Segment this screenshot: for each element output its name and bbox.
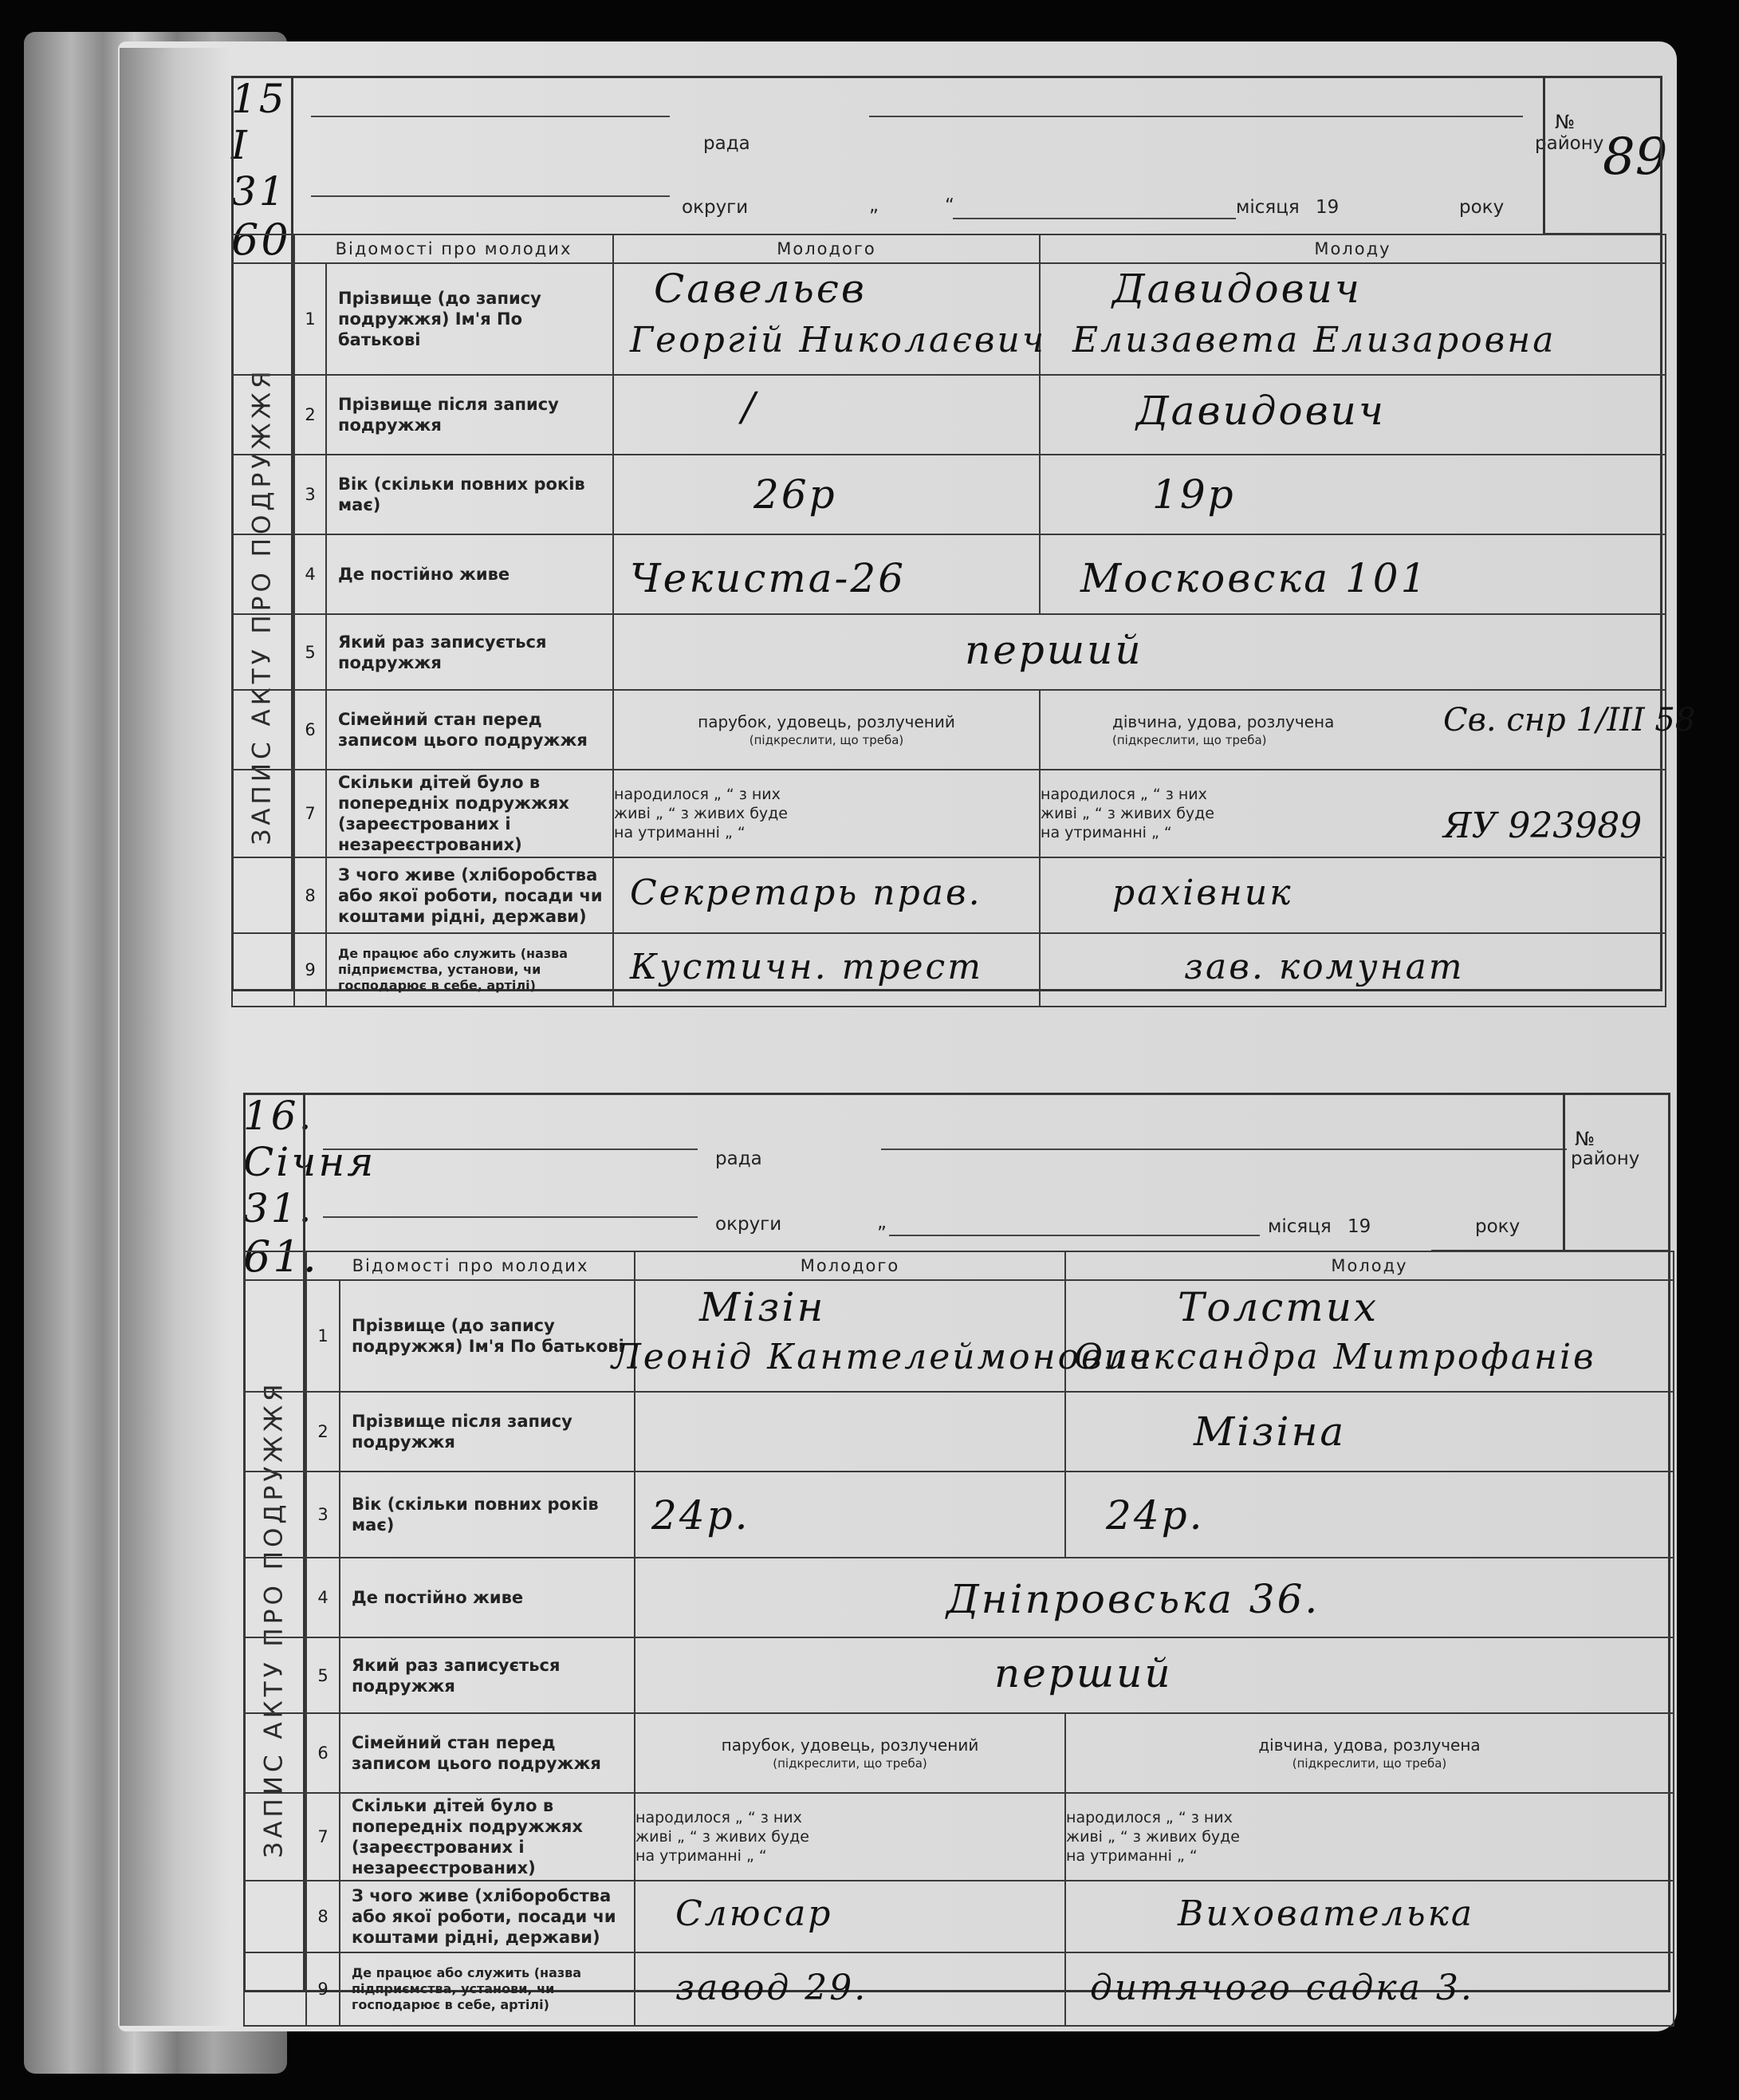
bride-name-cell	[1040, 263, 1666, 375]
printed-text: на утриманні „ “	[1066, 1847, 1198, 1865]
table-cell	[613, 770, 1040, 857]
table-cell	[1040, 534, 1666, 614]
handwritten-entry: Олександра Митрофанів	[1074, 1337, 1596, 1377]
table-cell	[613, 534, 1040, 614]
roku-label: року	[1459, 197, 1505, 218]
record-60: ЗАПИС АКТУ ПРО ПОДРУЖЖЯ рада району округи „ 15 “ I місяця 19 31 року № 60 Відомості про молодих Молодого Молоду 1 Прізвище (до запису подружжя) Ім'я По батькові Савельєв Георгій Николаєвич Давидович Елизавета Елизаровна 2 Прізвище після запису подружжя / Давидович 3 Вік (скільки повних років має) 26р 19р 4 Де постійно живе Чекиста-26 Московска 101 5 Який раз записується подружжя перший 6 Сімейний стан перед записом цього подружжя парубок, удовець, розлучений (підкреслити, що треба) дівчина, удова, розлучена (підкреслити, що треба) 7 Скільки дітей було в попередніх подружжях (зареєстрованих і незареєстрованих) народилося „ “ з них живі „ “ з живих буде на утриманні „ “ народилося „ “ з них живі „ “ з живих буде на утриманні „ “ 8 З чого живе (хліборобства або якої роботи, посади чи коштами рідні, держави) Секретарь прав. рахівник 9 Де працює або служить (назва підприємства, установи, чи господарює в себе, артілі) Кустичн. трест зав. комунат	[231, 76, 1666, 993]
column-header	[244, 1251, 306, 1280]
shared-residence: Дніпровська 36.	[946, 1576, 1320, 1622]
handwritten-entry: Леонід Кантелеймонович	[612, 1337, 1154, 1377]
row-label: Який раз записується подружжя	[326, 614, 613, 690]
handwritten-entry: Толстих	[1178, 1284, 1379, 1330]
table-cell	[613, 933, 1040, 1007]
table-cell	[1065, 1392, 1674, 1472]
row-number: 5	[294, 614, 326, 690]
table-cell	[232, 933, 294, 1007]
row-number: 5	[306, 1637, 340, 1713]
handwritten-entry: Кустичн. трест	[630, 947, 983, 987]
column-header: Молоду	[1065, 1251, 1674, 1280]
row-number: 1	[306, 1280, 340, 1392]
table-cell	[635, 1637, 1674, 1713]
handwritten-entry: 24р.	[1106, 1492, 1205, 1539]
row-number: 1	[294, 263, 326, 375]
table-cell	[1040, 375, 1666, 455]
printed-text: живі „ “ з живих буде	[614, 805, 788, 822]
record-number: 61.	[243, 1231, 319, 1282]
record-table	[243, 1251, 1674, 2027]
table-cell	[232, 770, 294, 857]
handwritten-entry: Вихователька	[1178, 1893, 1475, 1934]
row-label: Прізвище після запису подружжя	[340, 1392, 635, 1472]
handwritten-entry: дитячого садка 3.	[1090, 1968, 1474, 2008]
table-cell	[635, 1881, 1065, 1952]
row-label: Сімейний стан перед записом цього подружжя	[326, 690, 613, 770]
row-label: З чого живе (хліборобства або якої роботи, посади чи коштами рідні, держави)	[326, 857, 613, 933]
table-cell	[635, 1952, 1065, 2026]
table-cell	[232, 455, 294, 534]
table-cell	[612, 1280, 1154, 1392]
table-cell	[635, 1558, 1674, 1637]
printed-text: на утриманні „ “	[1041, 824, 1172, 841]
record-year: 31	[231, 168, 287, 215]
row-number: 6	[294, 690, 326, 770]
handwritten-entry: рахівник	[1112, 873, 1293, 913]
misyatsya-label: місяця	[1236, 197, 1300, 218]
table-cell	[244, 1713, 306, 1793]
table-cell	[232, 534, 294, 614]
table-cell	[613, 375, 1040, 455]
page-number: 89	[1603, 128, 1668, 187]
handwritten-entry: Давидович	[1112, 266, 1362, 312]
row-label: Скільки дітей було в попередніх подружжях (зареєстрованих і незареєстрованих)	[326, 770, 613, 857]
rayonu-label: району	[1535, 133, 1604, 154]
table-cell	[244, 1881, 306, 1952]
okrugy-label: округи	[682, 197, 749, 218]
row-label: Який раз записується подружжя	[340, 1637, 635, 1713]
margin-note-certificate: Св. снр 1/III 58	[1443, 702, 1696, 739]
col-groom: Молодого	[613, 234, 1040, 263]
row-label: Прізвище після запису подружжя	[326, 375, 613, 455]
record-number-box: №	[1563, 1093, 1670, 1252]
table-cell	[613, 455, 1040, 534]
margin-note-series: ЯУ 923989	[1443, 806, 1643, 846]
printed-text: на утриманні „ “	[635, 1847, 767, 1865]
record-month: Січня	[243, 1139, 376, 1185]
printed-text: на утриманні „ “	[614, 824, 746, 841]
rada-label: рада	[703, 133, 750, 154]
printed-text: ЗАПИС АКТУ ПРО ПОДРУЖЖЯ	[260, 1380, 289, 1858]
table-cell	[613, 857, 1040, 933]
table-cell	[635, 1392, 1065, 1472]
table-cell	[244, 1637, 306, 1713]
table-cell	[1040, 455, 1666, 534]
table-cell	[244, 1280, 306, 1392]
handwritten-entry: Мізіна	[1194, 1409, 1347, 1455]
row-label: Де працює або служить (назва підприємства, установи, чи господарює в себе, артілі)	[340, 1952, 635, 2026]
row-number: 9	[294, 933, 326, 1007]
row-label: Скільки дітей було в попередніх подружжях (зареєстрованих і незареєстрованих)	[340, 1793, 635, 1881]
column-header: Відомості про молодих	[306, 1251, 635, 1280]
table-cell: парубок, удовець, розлучений (підкреслити, що треба)	[635, 1713, 1065, 1793]
column-header: Молодого	[635, 1251, 1065, 1280]
row-label: Де постійно живе	[340, 1558, 635, 1637]
row-number: 6	[306, 1713, 340, 1793]
table-cell: дівчина, удова, розлучена (підкреслити, що треба)	[1065, 1713, 1674, 1793]
record-number-box: №	[1543, 76, 1662, 235]
row-number: 4	[306, 1558, 340, 1637]
table-cell	[1040, 857, 1666, 933]
record-number: 60	[231, 215, 291, 265]
row-label: Прізвище (до запису подружжя) Ім'я По батькові	[326, 263, 613, 375]
table-cell: парубок, удовець, розлучений (підкреслити, що треба)	[613, 690, 1040, 770]
printed-text: живі „ “ з живих буде	[1066, 1828, 1240, 1846]
table-cell	[244, 1952, 306, 2026]
table-cell	[244, 1793, 306, 1881]
table-cell	[635, 1472, 1065, 1558]
handwritten-entry: Московска 101	[1080, 555, 1429, 601]
row-number: 7	[306, 1793, 340, 1881]
column-header	[232, 234, 294, 263]
handwritten-entry: Савельєв	[654, 266, 867, 312]
handwritten-entry: Чекиста-26	[630, 555, 907, 601]
row-label: Вік (скільки повних років має)	[326, 455, 613, 534]
record-day: 16.	[243, 1093, 314, 1139]
printed-text: ЗАПИС АКТУ ПРО ПОДРУЖЖЯ	[248, 367, 277, 845]
handwritten-entry: Елизавета Елизаровна	[1072, 320, 1556, 361]
handwritten-entry: Секретарь прав.	[630, 873, 982, 913]
handwritten-entry: Мізін	[699, 1284, 826, 1330]
handwritten-entry: 19р	[1152, 471, 1236, 518]
row-number: 3	[294, 455, 326, 534]
handwritten-entry: /	[742, 384, 757, 430]
row-number: 8	[294, 857, 326, 933]
handwritten-entry: 26р	[753, 471, 837, 518]
record-day: 15	[231, 76, 287, 122]
column-header: Відомості про молодих	[294, 234, 613, 263]
col-bride: Молоду	[1040, 234, 1666, 263]
table-cell	[232, 690, 294, 770]
row-number: 7	[294, 770, 326, 857]
record-table	[231, 234, 1666, 1007]
row-number: 3	[306, 1472, 340, 1558]
table-cell	[1040, 933, 1666, 1007]
row-number: 8	[306, 1881, 340, 1952]
handwritten-entry: зав. комунат	[1184, 947, 1465, 987]
table-cell	[232, 375, 294, 455]
table-cell	[244, 1558, 306, 1637]
handwritten-entry: завод 29.	[675, 1968, 868, 2008]
groom-name-cell	[613, 263, 1047, 375]
table-cell	[1065, 1472, 1674, 1558]
table-cell	[1065, 1881, 1674, 1952]
printed-text: народилося „ “ з них	[635, 1809, 802, 1826]
table-cell	[232, 614, 294, 690]
row-label: Сімейний стан перед записом цього подружжя	[340, 1713, 635, 1793]
record-61: ЗАПИС АКТУ ПРО ПОДРУЖЖЯ рада району округи „ 16. Січня місяця 19 31. року № 61. Відомості про молодих Молодого Молоду 1 Прізвище (до запису подружжя) Ім'я По батькові Мізін Леонід Кантелеймонович Толстих Олександра Митрофанів 2 Прізвище після запису подружжя Мізіна 3 Вік (скільки повних років має) 24р. 24р. 4 Де постійно живе Дніпровська 36. 5 Який раз записується подружжя перший 6 Сімейний стан перед записом цього подружжя парубок, удовець, розлучений (підкреслити, що треба) дівчина, удова, розлучена (підкреслити, що треба) 7 Скільки дітей було в попередніх подружжях (зареєстрованих і незареєстрованих) народилося „ “ з них живі „ “ з живих буде на утриманні „ “ народилося „ “ з них живі „ “ з живих буде на утриманні „ “ 8 З чого живе (хліборобства або якої роботи, посади чи коштами рідні, держави) Слюсар Вихователька 9 Де працює або служить (назва підприємства, установи, чи господарює в себе, артілі) завод 29. дитячого садка 3.	[243, 1093, 1674, 1994]
table-cell	[1065, 1793, 1674, 1881]
row-number: 4	[294, 534, 326, 614]
printed-text: народилося „ “ з них	[1066, 1809, 1233, 1826]
table-cell	[244, 1472, 306, 1558]
handwritten-entry: перший	[994, 1650, 1173, 1696]
table-cell	[1065, 1280, 1674, 1392]
printed-text: народилося „ “ з них	[614, 786, 781, 803]
table-cell: дівчина, удова, розлучена (підкреслити, що треба)	[1040, 690, 1666, 770]
printed-text: живі „ “ з живих буде	[635, 1828, 809, 1846]
row-number: 2	[306, 1392, 340, 1472]
row-label: Де постійно живе	[326, 534, 613, 614]
row-label: Прізвище (до запису подружжя) Ім'я По батькові	[340, 1280, 635, 1392]
row-label: З чого живе (хліборобства або якої роботи, посади чи коштами рідні, держави)	[340, 1881, 635, 1952]
table-cell	[1065, 1952, 1674, 2026]
handwritten-entry: 24р.	[651, 1492, 750, 1539]
marriage-count: перший	[965, 627, 1143, 673]
handwritten-entry: Георгій Николаєвич	[630, 320, 1047, 361]
record-month: I	[231, 122, 250, 168]
handwritten-entry: Давидович	[1136, 388, 1386, 434]
table-cell	[232, 857, 294, 933]
row-number: 2	[294, 375, 326, 455]
table-cell	[232, 263, 294, 375]
printed-text: живі „ “ з живих буде	[1041, 805, 1214, 822]
printed-text: народилося „ “ з них	[1041, 786, 1207, 803]
record-year: 31.	[243, 1185, 314, 1231]
binding-shadow	[120, 48, 231, 2026]
row-label: Вік (скільки повних років має)	[340, 1472, 635, 1558]
row-label: Де працює або служить (назва підприємства, установи, чи господарює в себе, артілі)	[326, 933, 613, 1007]
table-cell	[635, 1793, 1065, 1881]
table-cell	[244, 1392, 306, 1472]
table-cell	[613, 614, 1666, 690]
handwritten-entry: Слюсар	[675, 1893, 833, 1934]
row-number: 9	[306, 1952, 340, 2026]
